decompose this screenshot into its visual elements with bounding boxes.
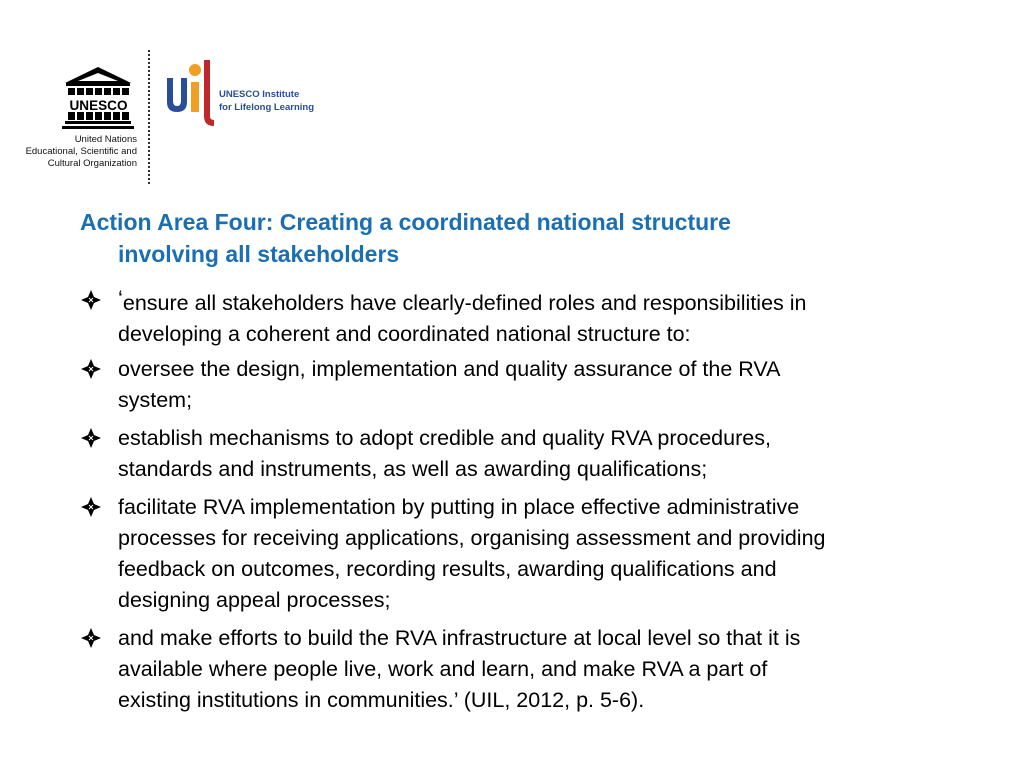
uil-institute-name [219, 88, 314, 114]
bullet-line: standards and instruments, as well as awarding qualifications; [118, 457, 708, 481]
slide-title-line-2: involving all stakeholders [118, 241, 400, 267]
bullet-list [80, 283, 980, 723]
bullet-text [118, 283, 980, 350]
bullet-line: feedback on outcomes, recording results, awarding qualifications and [118, 557, 777, 581]
diamond-bullet-icon [80, 358, 102, 380]
bullet-item [80, 492, 980, 616]
diamond-bullet-icon [80, 427, 102, 449]
bullet-text [118, 423, 980, 485]
bullet-line: developing a coherent and coordinated national structure to: [118, 322, 691, 346]
bullet-item [80, 623, 980, 716]
slide-title-line-1: Action Area Four: Creating a coordinated national structure [80, 209, 731, 235]
diamond-bullet-icon [80, 289, 102, 311]
bullet-line: designing appeal processes; [118, 588, 391, 612]
unesco-caption-line-1: United Nations [74, 134, 137, 145]
bullet-text [118, 623, 980, 716]
uil-name-line-2: for Lifelong Learning [219, 102, 314, 113]
bullet-line: available where people live, work and learn, and make RVA a part of [118, 657, 768, 681]
unesco-caption-line-3: Cultural Organization [47, 158, 137, 169]
bullet-line: system; [118, 388, 193, 412]
diamond-bullet-icon [80, 627, 102, 649]
diamond-bullet-icon [80, 496, 102, 518]
bullet-item [80, 283, 980, 350]
slide-title [80, 206, 960, 270]
opening-quote-mark: ‘ [118, 286, 123, 311]
unesco-caption [26, 134, 137, 170]
bullet-line: existing institutions in communities.’ (UIL, 2012, p. 5-6). [118, 688, 645, 712]
bullet-line: and make efforts to build the RVA infrastructure at local level so that it is [118, 626, 801, 650]
bullet-line: processes for receiving applications, organising assessment and providing [118, 526, 826, 550]
bullet-line: oversee the design, implementation and quality assurance of the RVA [118, 357, 781, 381]
bullet-line: ensure all stakeholders have clearly-defined roles and responsibilities in [122, 291, 807, 315]
bullet-item [80, 423, 980, 485]
unesco-caption-line-2: Educational, Scientific and [25, 146, 137, 157]
bullet-item [80, 354, 980, 416]
bullet-line: establish mechanisms to adopt credible and quality RVA procedures, [118, 426, 771, 450]
logo-divider [148, 50, 150, 184]
bullet-text [118, 492, 980, 616]
bullet-text [118, 354, 980, 416]
unesco-logo-lettering: UNESCO [69, 97, 128, 113]
uil-logo [164, 56, 216, 126]
unesco-logo [62, 66, 134, 130]
bullet-line: facilitate RVA implementation by putting in place effective administrative [118, 495, 800, 519]
uil-name-line-1: UNESCO Institute [219, 89, 300, 100]
